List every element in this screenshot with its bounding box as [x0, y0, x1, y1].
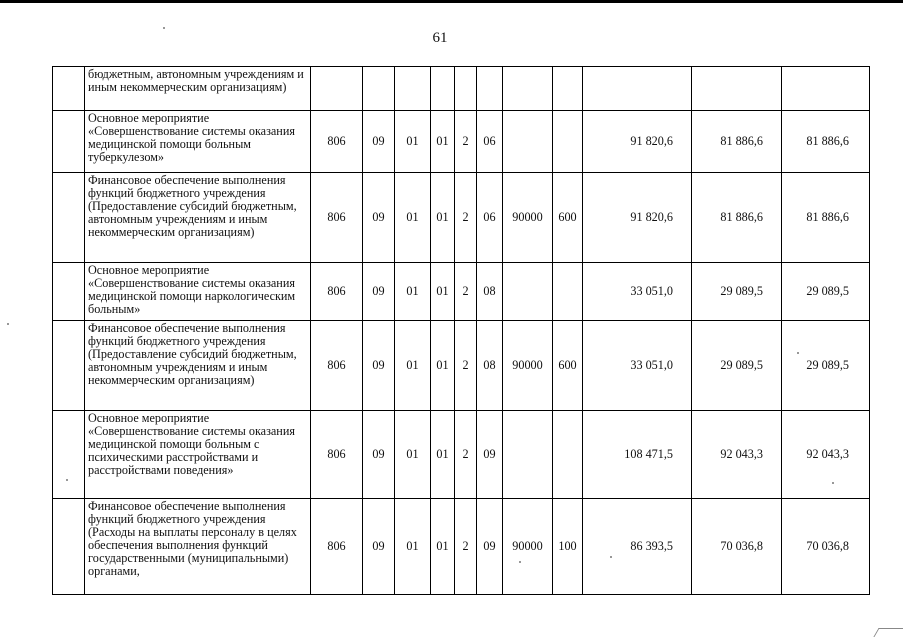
amount-year1-cell	[583, 67, 692, 111]
amount-year2-cell	[692, 67, 782, 111]
subprogram-code-cell	[455, 67, 477, 111]
expense-type-cell: 600	[553, 173, 583, 263]
event-code-cell: 09	[477, 411, 503, 499]
scan-speck	[163, 27, 165, 29]
amount-year1-cell: 91 820,6	[583, 173, 692, 263]
page-corner-mark	[873, 628, 903, 637]
grbs-code-cell: 806	[311, 499, 363, 595]
program-code-cell: 01	[431, 263, 455, 321]
row-name-cell: Основное мероприятие «Совершенствование системы оказания медицинской помощи больным туберкулезом»	[85, 111, 311, 173]
page-number: 61	[432, 30, 448, 46]
expense-type-cell: 100	[553, 499, 583, 595]
row-number-cell	[53, 67, 85, 111]
subsection-code-cell: 01	[395, 499, 431, 595]
table-row	[53, 173, 870, 263]
expense-type-cell	[553, 263, 583, 321]
scan-speck	[832, 482, 834, 484]
subsection-code-cell: 01	[395, 173, 431, 263]
event-code-cell: 08	[477, 321, 503, 411]
event-code-cell: 09	[477, 499, 503, 595]
budget-table-body	[53, 67, 870, 595]
program-code-cell: 01	[431, 321, 455, 411]
row-number-cell	[53, 263, 85, 321]
direction-code-cell	[503, 111, 553, 173]
amount-year3-cell: 81 886,6	[782, 173, 870, 263]
event-code-cell: 06	[477, 111, 503, 173]
table-row	[53, 111, 870, 173]
amount-year3-cell: 29 089,5	[782, 263, 870, 321]
expense-type-cell	[553, 67, 583, 111]
section-code-cell	[363, 67, 395, 111]
amount-year2-cell: 81 886,6	[692, 111, 782, 173]
row-number-cell	[53, 173, 85, 263]
subprogram-code-cell: 2	[455, 111, 477, 173]
program-code-cell: 01	[431, 111, 455, 173]
scan-speck	[7, 323, 9, 325]
table-row	[53, 499, 870, 595]
grbs-code-cell	[311, 67, 363, 111]
row-name-cell: Финансовое обеспечение выполнения функций бюджетного учреждения (Предоставление субсидий бюджетным, автономным учреждениям и иным некоммерческим организациям)	[85, 321, 311, 411]
amount-year3-cell	[782, 67, 870, 111]
row-number-cell	[53, 111, 85, 173]
subsection-code-cell: 01	[395, 321, 431, 411]
table-row	[53, 67, 870, 111]
direction-code-cell	[503, 411, 553, 499]
amount-year1-cell: 33 051,0	[583, 263, 692, 321]
table-row	[53, 321, 870, 411]
row-name-cell: бюджетным, автономным учреждениям и иным некоммерческим организациям)	[85, 67, 311, 111]
row-number-cell	[53, 321, 85, 411]
section-code-cell: 09	[363, 321, 395, 411]
row-name-cell: Основное мероприятие «Совершенствование системы оказания медицинской помощи больным с психическими расстройствами и расстройствами поведения»	[85, 411, 311, 499]
amount-year2-cell: 70 036,8	[692, 499, 782, 595]
amount-year3-cell: 92 043,3	[782, 411, 870, 499]
event-code-cell: 06	[477, 173, 503, 263]
amount-year3-cell: 70 036,8	[782, 499, 870, 595]
row-name-cell: Финансовое обеспечение выполнения функций бюджетного учреждения (Расходы на выплаты персоналу в целях обеспечения выполнения функций государственными (муниципальными) органами,	[85, 499, 311, 595]
program-code-cell: 01	[431, 173, 455, 263]
scan-speck	[797, 352, 799, 354]
amount-year1-cell: 33 051,0	[583, 321, 692, 411]
subprogram-code-cell: 2	[455, 499, 477, 595]
grbs-code-cell: 806	[311, 111, 363, 173]
expense-type-cell: 600	[553, 321, 583, 411]
row-number-cell	[53, 499, 85, 595]
subsection-code-cell: 01	[395, 111, 431, 173]
section-code-cell: 09	[363, 263, 395, 321]
subprogram-code-cell: 2	[455, 411, 477, 499]
program-code-cell: 01	[431, 499, 455, 595]
amount-year1-cell: 91 820,6	[583, 111, 692, 173]
amount-year1-cell: 86 393,5	[583, 499, 692, 595]
section-code-cell: 09	[363, 411, 395, 499]
subsection-code-cell: 01	[395, 411, 431, 499]
budget-table	[52, 66, 870, 595]
section-code-cell: 09	[363, 173, 395, 263]
grbs-code-cell: 806	[311, 411, 363, 499]
direction-code-cell	[503, 263, 553, 321]
grbs-code-cell: 806	[311, 263, 363, 321]
table-row	[53, 263, 870, 321]
direction-code-cell: 90000	[503, 499, 553, 595]
amount-year3-cell: 81 886,6	[782, 111, 870, 173]
direction-code-cell: 90000	[503, 321, 553, 411]
amount-year2-cell: 81 886,6	[692, 173, 782, 263]
scan-speck	[610, 556, 612, 558]
amount-year1-cell: 108 471,5	[583, 411, 692, 499]
subsection-code-cell: 01	[395, 263, 431, 321]
table-row	[53, 411, 870, 499]
scan-speck	[66, 479, 68, 481]
grbs-code-cell: 806	[311, 321, 363, 411]
amount-year2-cell: 29 089,5	[692, 263, 782, 321]
program-code-cell	[431, 67, 455, 111]
row-number-cell	[53, 411, 85, 499]
subsection-code-cell	[395, 67, 431, 111]
subprogram-code-cell: 2	[455, 263, 477, 321]
section-code-cell: 09	[363, 499, 395, 595]
row-name-cell: Основное мероприятие «Совершенствование системы оказания медицинской помощи наркологическим больным»	[85, 263, 311, 321]
direction-code-cell	[503, 67, 553, 111]
event-code-cell: 08	[477, 263, 503, 321]
amount-year2-cell: 92 043,3	[692, 411, 782, 499]
subprogram-code-cell: 2	[455, 173, 477, 263]
direction-code-cell: 90000	[503, 173, 553, 263]
subprogram-code-cell: 2	[455, 321, 477, 411]
event-code-cell	[477, 67, 503, 111]
expense-type-cell	[553, 411, 583, 499]
amount-year3-cell: 29 089,5	[782, 321, 870, 411]
amount-year2-cell: 29 089,5	[692, 321, 782, 411]
grbs-code-cell: 806	[311, 173, 363, 263]
row-name-cell: Финансовое обеспечение выполнения функций бюджетного учреждения (Предоставление субсидий бюджетным, автономным учреждениям и иным некоммерческим организациям)	[85, 173, 311, 263]
expense-type-cell	[553, 111, 583, 173]
top-border-line	[0, 0, 903, 3]
program-code-cell: 01	[431, 411, 455, 499]
section-code-cell: 09	[363, 111, 395, 173]
scan-speck	[519, 561, 521, 563]
